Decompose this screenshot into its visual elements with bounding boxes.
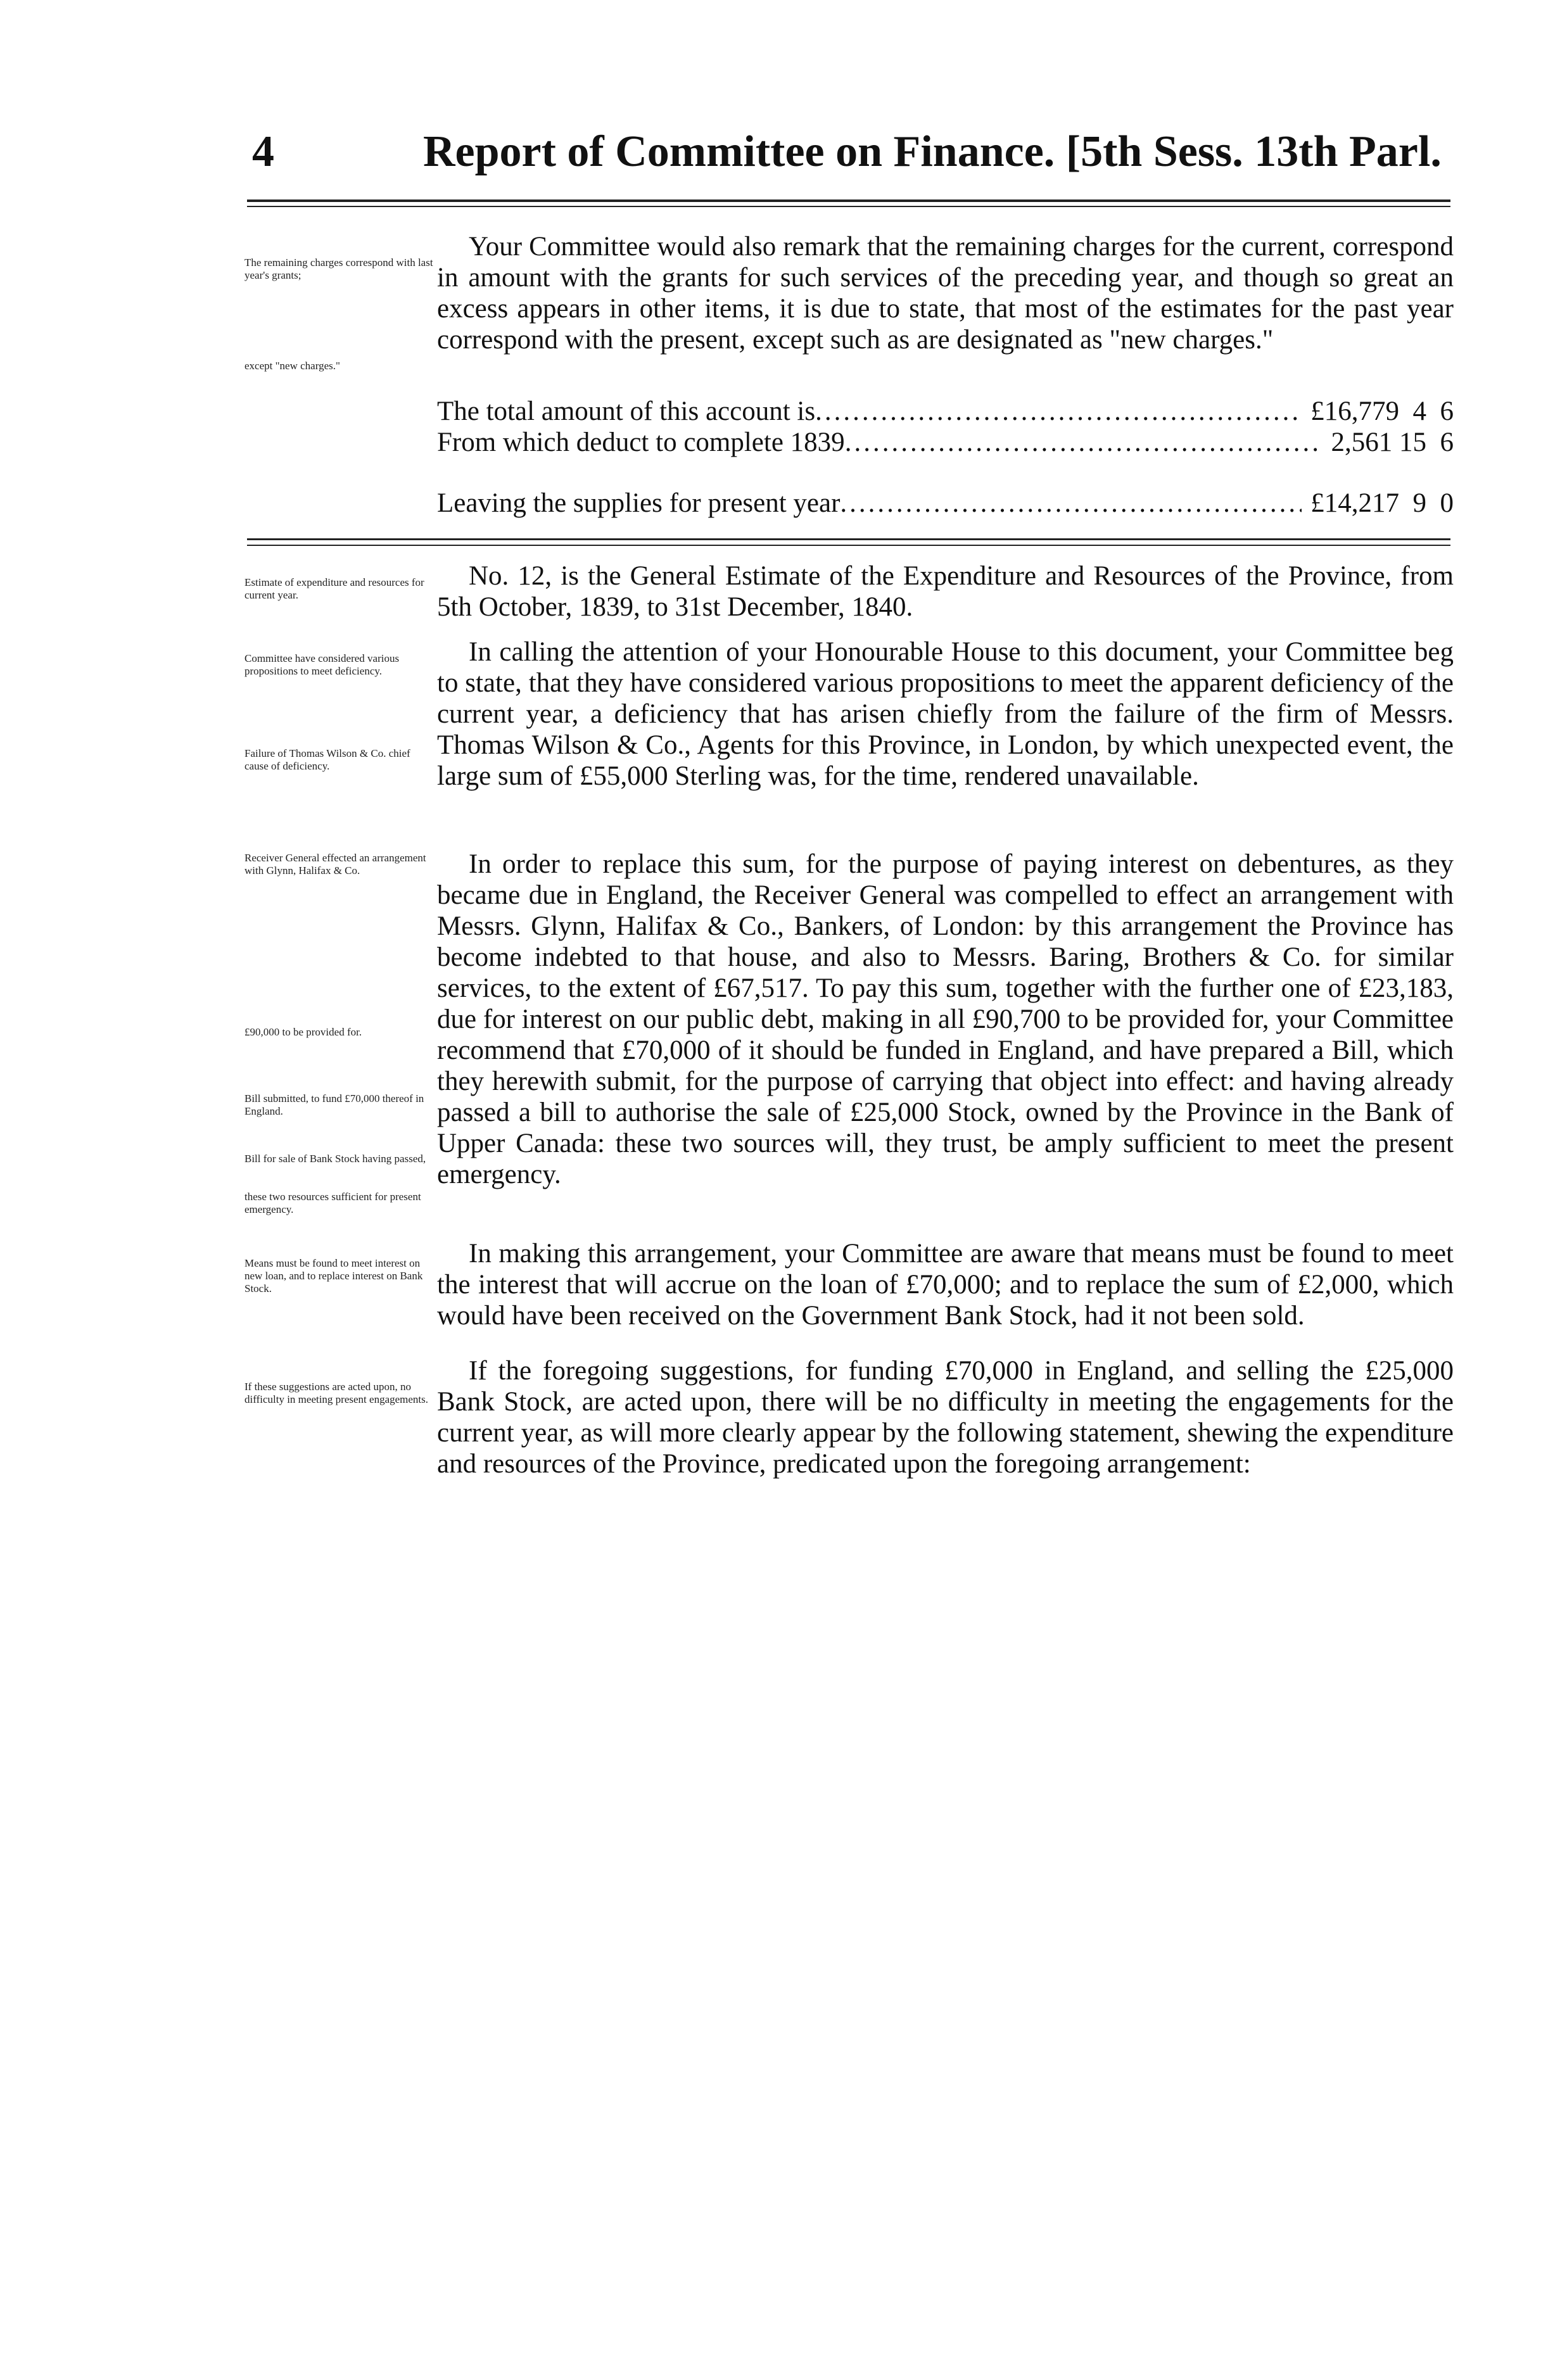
section-rule-bottom	[247, 545, 1450, 546]
margin-note-suggestions: If these suggestions are acted upon, no difficulty in meeting present engagements.	[244, 1381, 429, 1405]
margin-note-bill-submitted: Bill submitted, to fund £70,000 thereof in England.	[244, 1092, 424, 1117]
margin-note-90000: £90,000 to be provided for.	[244, 1026, 362, 1038]
account-leaving-value: £14,217 9 0	[1310, 488, 1454, 518]
paragraph-interest-means: In making this arrangement, your Committee are aware that means must be found to meet the interest that will accrue on the loan of £70,000; and to replace the sum of £2,000, which would have been received on the Government Bank Stock, had it not been sold.	[437, 1239, 1454, 1331]
header-rule-top	[247, 199, 1450, 202]
leader-dots	[840, 488, 1302, 519]
paragraph-foregoing-suggestions: If the foregoing suggestions, for funding £70,000 in England, and selling the £25,000 Bank Stock, are acted upon, there will be no difficulty in meeting the engagements for the current year, as will more clearly appear by the following statement, shewing the expenditure and resources of the Province, predicated upon the foregoing arrangement:	[437, 1356, 1454, 1479]
paragraph-deficiency: In calling the attention of your Honourable House to this document, your Committee beg to state, that they have considered various propositions to meet the apparent deficiency of the current year, a deficiency that has arisen chiefly from the failure of the firm of Messrs. Thomas Wilson & Co., Agents for this Province, in London, by which unexpected event, the large sum of £55,000 Sterling was, for the time, rendered unavailable.	[437, 637, 1454, 791]
margin-note-two-resources: these two resources sufficient for present emergency.	[244, 1191, 421, 1215]
account-leaving-row	[437, 488, 1454, 519]
paragraph-arrangement: In order to replace this sum, for the purpose of paying interest on debentures, as they became due in England, the Receiver General was compelled to effect an arrangement with Messrs. Glynn, Halifax & Co., Bankers, of London: by this arrangement the Province has become indebted to that house, and also to Messrs. Baring, Brothers & Co. for similar services, to the extent of £67,517. To pay this sum, together with the further one of £23,183, due for interest on our public debt, making in all £90,700 to be provided for, your Committee recommend that £70,000 of it should be funded in England, and have prepared a Bill, which they herewith submit, for the purpose of carrying that object into effect: and having already passed a bill to authorise the sale of £25,000 Stock, owned by the Province in the Bank of Upper Canada: these two sources will, they trust, be amply sufficient to meet the present emergency.	[437, 849, 1454, 1189]
paragraph-remaining-charges: Your Committee would also remark that the remaining charges for the current, correspond in amount with the grants for such services of the preceding year, and though so great an excess appears in other items, it is due to state, that most of the estimates for the past year correspond with the present, except such as are designated as "new charges."	[437, 232, 1454, 355]
margin-note-failure: Failure of Thomas Wilson & Co. chief cause of deficiency.	[244, 747, 410, 772]
account-deduct-label: From which deduct to complete 1839	[437, 427, 845, 457]
margin-note-estimate: Estimate of expenditure and resources for current year.	[244, 576, 424, 601]
page-number: 4	[252, 127, 274, 176]
margin-note-remaining-charges: The remaining charges correspond with last year's grants;	[244, 256, 433, 281]
account-deduct-row	[437, 427, 1454, 458]
account-total-row	[437, 396, 1454, 427]
leader-dots	[845, 427, 1323, 458]
margin-note-new-charges: except "new charges."	[244, 360, 340, 372]
margin-note-bank-stock-sale: Bill for sale of Bank Stock having passed,	[244, 1153, 426, 1165]
header-rule-bottom	[247, 206, 1450, 207]
account-leaving-label: Leaving the supplies for present year	[437, 488, 841, 518]
leader-dots	[815, 396, 1302, 427]
margin-note-means: Means must be found to meet interest on new loan, and to replace interest on Bank Stock.	[244, 1257, 423, 1294]
margin-note-propositions: Committee have considered various propositions to meet deficiency.	[244, 652, 400, 677]
account-total-label: The total amount of this account is	[437, 396, 816, 426]
account-total-value: £16,779 4 6	[1310, 396, 1454, 426]
running-header-title: Report of Committee on Finance. [5th Sess. 13th Parl.	[423, 127, 1442, 176]
account-deduct-value: 2,561 15 6	[1331, 427, 1454, 457]
margin-note-receiver-general: Receiver General effected an arrangement with Glynn, Halifax & Co.	[244, 852, 426, 877]
paragraph-general-estimate: No. 12, is the General Estimate of the Expenditure and Resources of the Province, from 5th October, 1839, to 31st December, 1840.	[437, 561, 1454, 622]
section-rule-top	[247, 538, 1450, 540]
